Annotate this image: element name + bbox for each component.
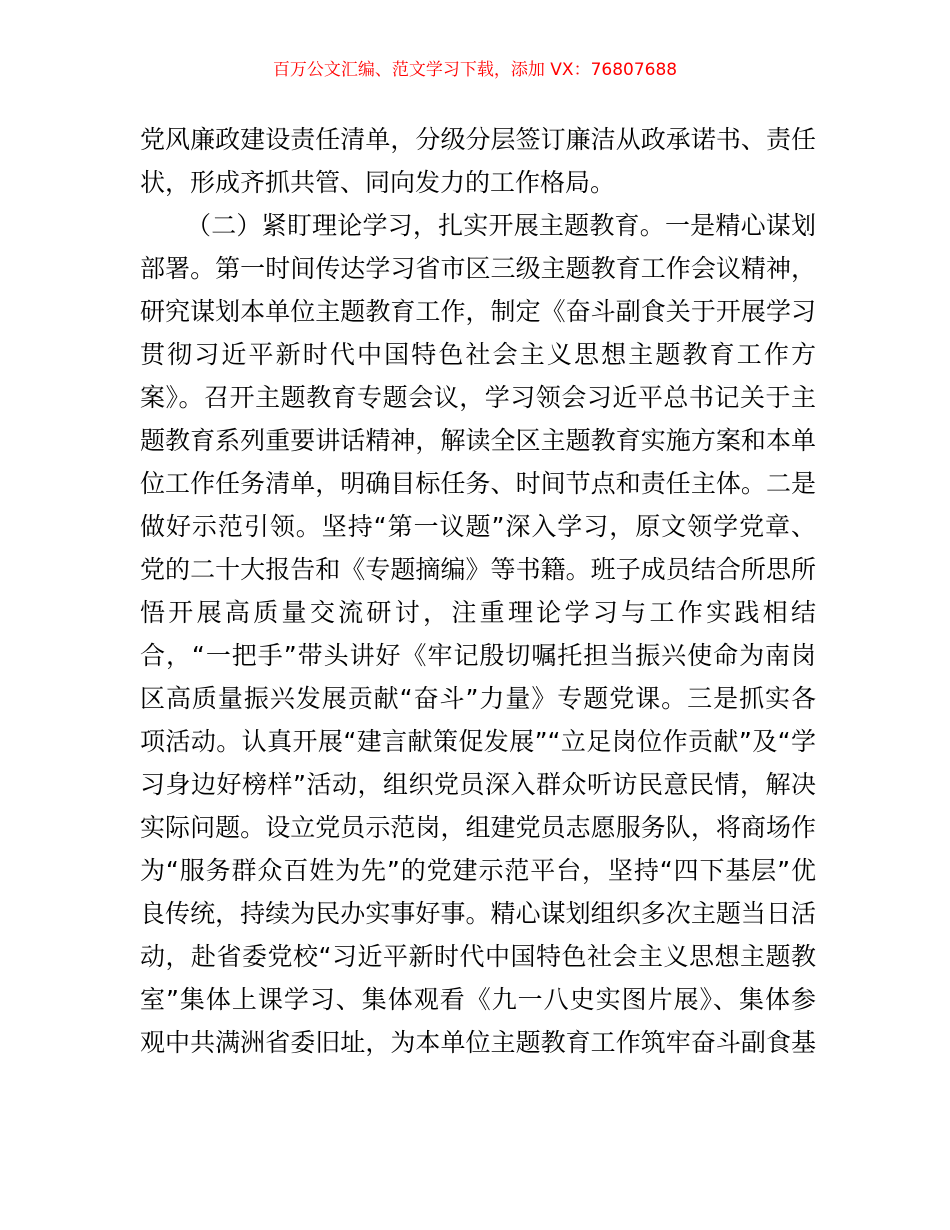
paragraph-line: 状，形成齐抓共管、同向发力的工作格局。 <box>140 168 616 197</box>
paragraph-line: 贯彻习近平新时代中国特色社会主义思想主题教育工作方 <box>140 340 816 369</box>
paragraph-line: 部署。第一时间传达学习省市区三级主题教育工作会议精神， <box>140 254 816 283</box>
page-header-banner: 百万公文汇编、范文学习下载，添加 VX：76807688 <box>272 60 678 80</box>
paragraph-line: 案》。召开主题教育专题会议，学习领会习近平总书记关于主 <box>140 383 816 412</box>
paragraph-line: 良传统，持续为民办实事好事。精心谋划组织多次主题当日活 <box>140 899 816 928</box>
paragraph-line: 悟开展高质量交流研讨，注重理论学习与工作实践相结 <box>140 598 816 627</box>
paragraph-line: 合，“一把手”带头讲好《牢记殷切嘱托担当振兴使命为南岗 <box>140 641 816 670</box>
paragraph-line: 做好示范引领。坚持“第一议题”深入学习，原文领学党章、 <box>140 512 816 541</box>
paragraph-line: 动，赴省委党校“习近平新时代中国特色社会主义思想主题教 <box>140 942 816 971</box>
paragraph-line: 观中共满洲省委旧址，为本单位主题教育工作筑牢奋斗副食基 <box>140 1028 816 1057</box>
paragraph-line: （二）紧盯理论学习，扎实开展主题教育。一是精心谋划 <box>186 211 816 240</box>
paragraph-line: 党风廉政建设责任清单，分级分层签订廉洁从政承诺书、责任 <box>140 125 816 154</box>
paragraph-line: 研究谋划本单位主题教育工作，制定《奋斗副食关于开展学习 <box>140 297 816 326</box>
paragraph-line: 党的二十大报告和《专题摘编》等书籍。班子成员结合所思所 <box>140 555 816 584</box>
paragraph-line: 位工作任务清单，明确目标任务、时间节点和责任主体。二是 <box>140 469 816 498</box>
paragraph-line: 题教育系列重要讲话精神，解读全区主题教育实施方案和本单 <box>140 426 816 455</box>
document-body <box>140 118 816 1064</box>
paragraph-line: 室”集体上课学习、集体观看《九一八史实图片展》、集体参 <box>140 985 816 1014</box>
paragraph-line: 项活动。认真开展“建言献策促发展”“立足岗位作贡献”及“学 <box>140 727 816 756</box>
paragraph-line: 区高质量振兴发展贡献“奋斗”力量》专题党课。三是抓实各 <box>140 684 816 713</box>
paragraph-line: 实际问题。设立党员示范岗，组建党员志愿服务队，将商场作 <box>140 813 816 842</box>
paragraph-line: 为“服务群众百姓为先”的党建示范平台，坚持“四下基层”优 <box>140 856 816 885</box>
paragraph-line: 习身边好榜样”活动，组织党员深入群众听访民意民情，解决 <box>140 770 816 799</box>
